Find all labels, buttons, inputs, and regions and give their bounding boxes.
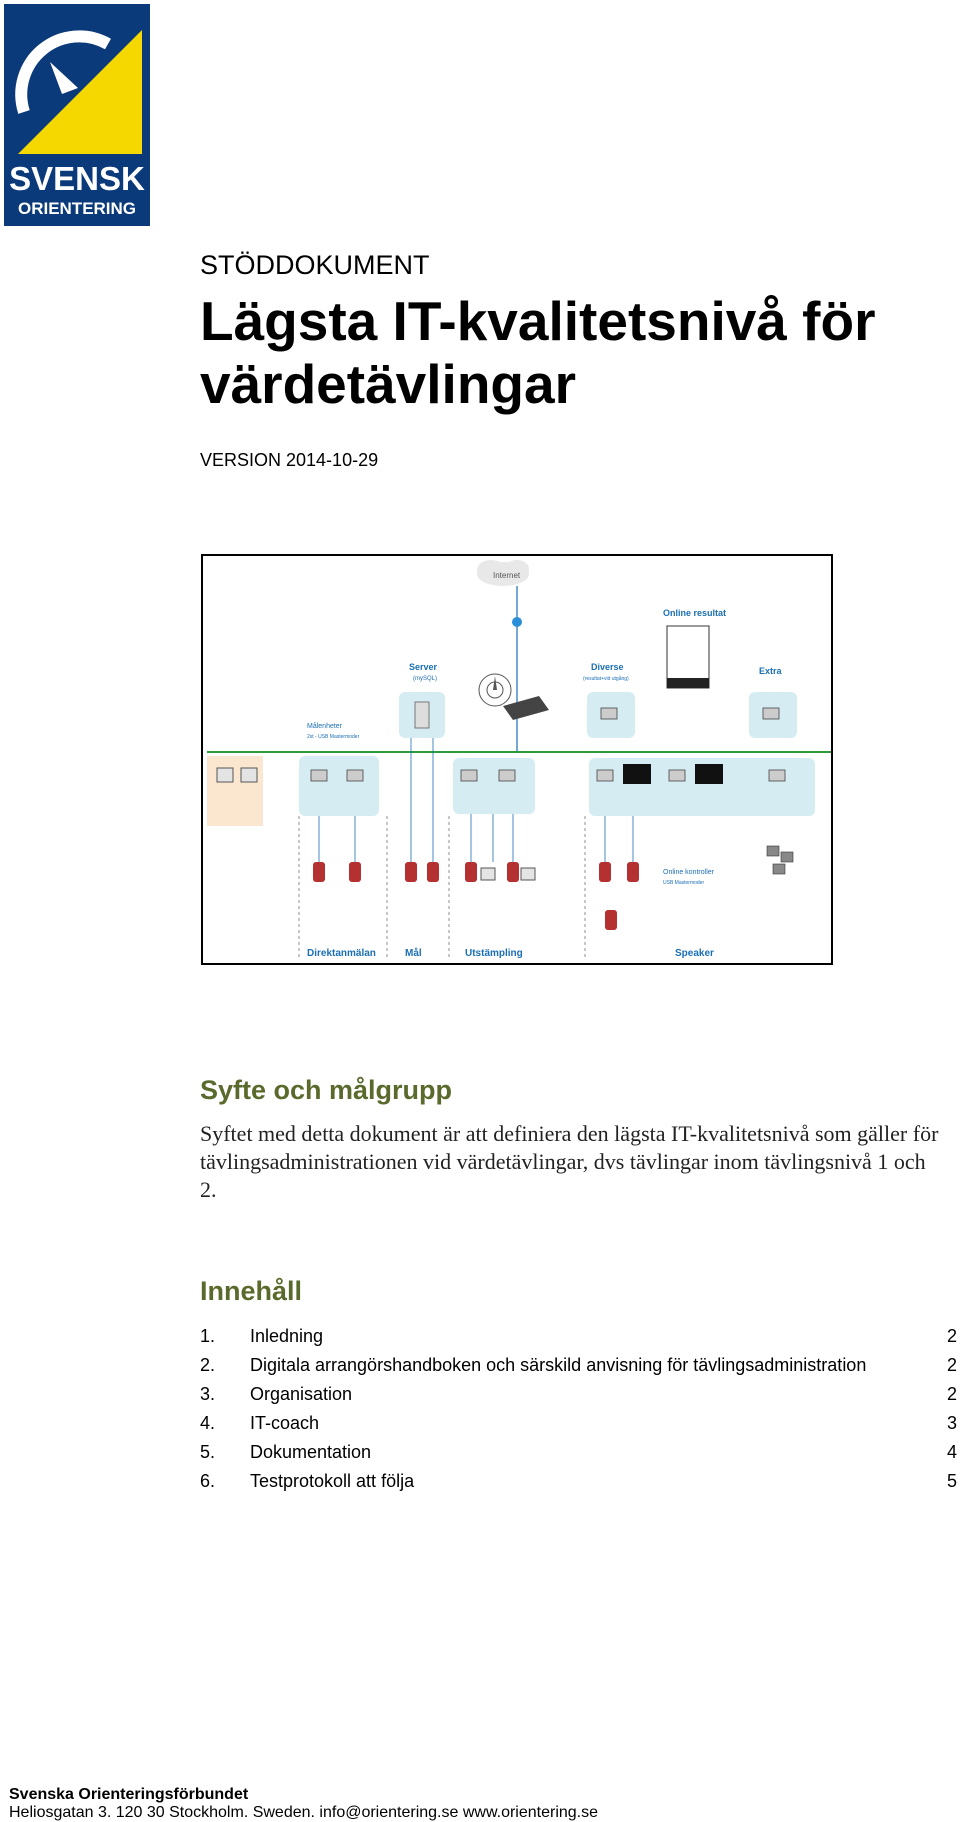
toc-number: 2.: [200, 1355, 216, 1375]
toc-number: 5.: [200, 1442, 216, 1462]
toc-title: Digitala arrangörshandboken och särskild anvisning för tävlingsadministration: [250, 1355, 867, 1375]
si-unit-icon: [349, 862, 361, 882]
online-control-icon: [767, 846, 779, 856]
section-utstampling: Utstämpling: [465, 948, 523, 959]
label-internet: Internet: [493, 571, 521, 580]
section-speaker: Speaker: [675, 948, 714, 959]
toc-title: Dokumentation: [250, 1442, 372, 1462]
laptop-icon: [461, 770, 477, 781]
laptop-icon: [597, 770, 613, 781]
printer-icon: [481, 868, 495, 880]
si-unit-icon: [313, 862, 325, 882]
online-control-icon: [781, 852, 793, 862]
toc-number: 1.: [200, 1326, 216, 1346]
router-icon: [512, 617, 522, 627]
zone-utstampling: [453, 758, 535, 814]
toc-item[interactable]: [200, 1413, 960, 1442]
label-server-sub: (mySQL): [413, 676, 437, 682]
label-online-kontroller-sub: USB Mastermoder: [663, 880, 705, 886]
laptop-icon: [311, 770, 327, 781]
laptop-icon: [669, 770, 685, 781]
toc-title: IT-coach: [250, 1413, 320, 1433]
table-of-contents: [200, 1326, 960, 1500]
si-unit-icon: [627, 862, 639, 882]
monitor-icon: [695, 764, 723, 784]
label-extra: Extra: [759, 666, 782, 676]
toc-title: Testprotokoll att följa: [250, 1471, 415, 1491]
si-unit-icon: [605, 910, 617, 930]
laptop-icon: [769, 770, 785, 781]
toc-number: 6.: [200, 1471, 216, 1491]
network-diagram: [201, 554, 833, 965]
toc-item[interactable]: [200, 1471, 960, 1500]
laptop-icon: [763, 708, 779, 719]
si-unit-icon: [599, 862, 611, 882]
label-malenheter: Målenheter: [307, 723, 343, 730]
logo-text-svensk: SVENSK: [9, 160, 145, 197]
document-title: Lägsta IT-kvalitetsnivå för värdetävlingar: [200, 290, 876, 415]
si-unit-icon: [405, 862, 417, 882]
toc-page: 5: [946, 1471, 957, 1491]
wifi-router-icon: [503, 696, 549, 720]
label-malenheter-sub: 2st - USB Mastermoder: [307, 734, 360, 740]
zone-direktanmalan: [207, 756, 263, 826]
toc-page: 2: [946, 1355, 957, 1375]
toc-page: 2: [946, 1326, 957, 1346]
toc-item[interactable]: [200, 1326, 960, 1355]
laptop-icon: [347, 770, 363, 781]
page-footer: [9, 1786, 598, 1822]
toc-page: 2: [946, 1384, 957, 1404]
label-diverse-sub: (resultat+vid utgång): [583, 676, 629, 682]
label-diverse: Diverse: [591, 662, 624, 672]
si-unit-icon: [427, 862, 439, 882]
server-icon: [415, 702, 429, 728]
purpose-heading: Syfte och målgrupp: [200, 1075, 453, 1105]
svensk-orientering-logo: [4, 4, 150, 226]
logo-text-orientering: ORIENTERING: [17, 199, 137, 218]
toc-item[interactable]: [200, 1442, 960, 1471]
toc-page: 4: [946, 1442, 957, 1462]
zone-malenheter: [299, 756, 379, 816]
printer-icon: [521, 868, 535, 880]
label-server: Server: [409, 662, 438, 672]
printer-icon: [217, 768, 233, 782]
toc-number: 4.: [200, 1413, 216, 1433]
purpose-text: Syftet med detta dokument är att definiera den lägsta IT-kvalitetsnivå som gäller för tävlingsadministrationen vid värdetävlingar, dvs tävlingar inom tävlingsnivå 1 och 2.: [200, 1121, 939, 1202]
online-control-icon: [773, 864, 785, 874]
document-version: VERSION 2014-10-29: [200, 450, 379, 470]
printer-icon: [241, 768, 257, 782]
toc-title: Inledning: [250, 1326, 324, 1346]
toc-item[interactable]: [200, 1355, 960, 1384]
footer-org: Svenska Orienteringsförbundet: [9, 1786, 249, 1803]
label-online: Online resultat: [663, 608, 727, 618]
toc-title: Organisation: [250, 1384, 353, 1404]
document-kicker: STÖDDOKUMENT: [200, 250, 430, 280]
section-mal: Mål: [405, 948, 422, 959]
si-unit-icon: [507, 862, 519, 882]
label-online-kontroller: Online kontroller: [663, 869, 714, 876]
contents-heading: Innehåll: [200, 1276, 303, 1306]
laptop-icon: [601, 708, 617, 719]
si-unit-icon: [465, 862, 477, 882]
toc-item[interactable]: [200, 1384, 960, 1413]
laptop-icon: [499, 770, 515, 781]
footer-address: Heliosgatan 3. 120 30 Stockholm. Sweden. info@orientering.se www.orientering.se: [9, 1804, 599, 1821]
toc-page: 3: [946, 1413, 957, 1433]
toc-number: 3.: [200, 1384, 216, 1404]
monitor-icon: [623, 764, 651, 784]
section-direktanmalan: Direktanmälan: [307, 948, 376, 959]
